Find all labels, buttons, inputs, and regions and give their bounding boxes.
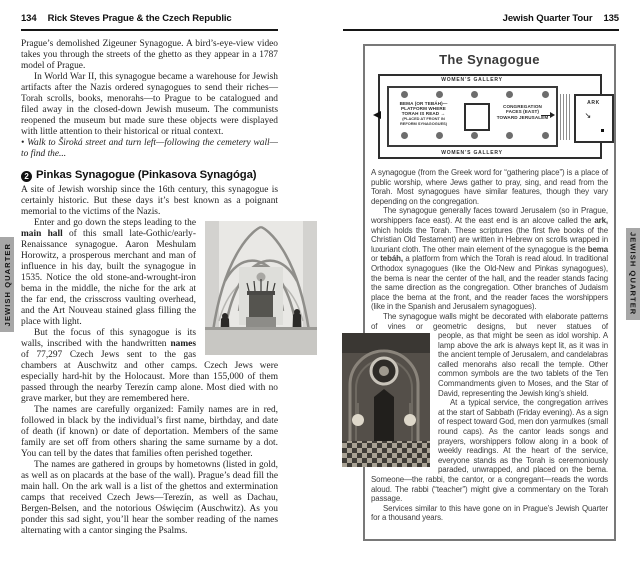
jewish-quarter-tab-right xyxy=(626,228,640,320)
paragraph-organized: The names are carefully organized: Family names are in red, followed in black by the individual’s first name, birthday, and date of death (if known) or date of deportation. Members of the same family are set off from others sharing the same surname by a dot. You can tell by the dates that families often perished together. xyxy=(21,405,278,459)
sidebar-paragraph-4: At a typical service, the congregation arrives at the start of Sabbath (Friday evening). As a sign of respect toward God, men don yarmulkes (small round caps). As the cantor leads songs and prayers, worshippers follow along in a book of weekly readings. At the heart of the service, everyone stands as the Torah is ceremoniously paraded, unwrapped, and placed on the bema. Someone—the rabbi, the cantor, or a congregant—reads the words aloud. The rabbi (“teacher”) might give a commentary on the Torah passage. xyxy=(371,398,608,504)
ark-steps-hatching xyxy=(560,94,571,140)
womens-gallery-top-label: WOMEN’S GALLERY xyxy=(441,77,503,83)
page-number-left: 134 xyxy=(21,13,37,24)
congregation-seat-dot xyxy=(401,132,408,139)
womens-gallery-bottom-label: WOMEN’S GALLERY xyxy=(441,150,503,156)
congregation-seat-dot xyxy=(436,132,443,139)
chapter-title: Jewish Quarter Tour xyxy=(502,13,593,24)
section-number-badge: 2 xyxy=(21,171,32,182)
paragraph-site: A site of Jewish worship since the 16th century, this synagogue is certainly historic. But these days it’s best known as a poignant memorial to the victims of the Nazis. xyxy=(21,185,278,217)
ark-alcove xyxy=(574,94,614,143)
synagogue-sidebar-box xyxy=(363,44,616,541)
sidebar-paragraph-3a: The synagogue walls might be decorated with elaborate patterns of vines or geometric designs, but never statues of xyxy=(371,311,608,331)
pinkas-synagogue-interior-photo xyxy=(205,221,317,355)
tab-label-right: JEWISH QUARTER xyxy=(628,232,638,316)
congregation-seat-dot xyxy=(471,132,478,139)
running-head-right xyxy=(343,13,619,31)
section-heading-pinkas xyxy=(21,169,278,182)
page-right xyxy=(320,0,640,568)
ark-label: ARK xyxy=(587,100,600,106)
ark-pointer-arrow: ↘ xyxy=(584,111,592,120)
sidebar-paragraph-1: A synagogue (from the Greek word for “gathering place”) is a place of public worship, where Jews gather to pray, sing, and read from the Torah. Most synagogues have similar features, though they vary depending on the congregation. xyxy=(371,168,608,206)
spanish-synagogue-interior-photo xyxy=(342,333,430,467)
torah-position-dot xyxy=(601,129,604,132)
walking-direction-note: • Walk to Široká street and turn left—following the cemetery wall—to find the... xyxy=(21,138,278,159)
paragraph-names: But the focus of this synagogue is its walls, inscribed with the handwritten names of 77,297 Czech Jews sent to the gas chambers at Auschwitz and other camps. Czech Jews were especially hard-hit by the Holocaust. More than 155,000 of them passed through the nearby Terezín camp alone. Most died with no grave marker, but they are remembered here. xyxy=(21,328,278,404)
congregation-seat-dot xyxy=(436,91,443,98)
congregation-seat-dot xyxy=(471,91,478,98)
synagogue-floorplan-diagram xyxy=(378,74,602,159)
left-text-column xyxy=(21,39,278,537)
congregation-seat-dot xyxy=(401,91,408,98)
tab-label-left: JEWISH QUARTER xyxy=(2,242,12,327)
book-title: Rick Steves Prague & the Czech Republic xyxy=(47,13,232,24)
congregation-seat-dot xyxy=(506,132,513,139)
sidebar-title: The Synagogue xyxy=(439,52,540,67)
sidebar-paragraph-2: The synagogue generally faces toward Jerusalem (so in Prague, worshippers face east). At the east end is an alcove called the ark, which holds the Torah. These scriptures (the first five books of the Christian Old Testament) are written in Hebrew on scrolls wrapped in luxuriant cloth. The other main element of the synagogue is the bema or tebáh, a platform from which the Torah is read aloud. In traditional Orthodox synagogues (like the Old-New and Pinkas synagogues), the bema is near the center of the hall, and the reader stands facing the same direction as the congregation. Other branches of Judaism place the bema at the front, and the reader faces the worshippers (like in the Spanish and Jerusalem synagogues). xyxy=(371,206,608,312)
paragraph-hometowns: The names are gathered in groups by hometowns (listed in gold, as well as on placards at the base of the wall). Prague’s dead fill the main hall. On the ark wall is a list of the ghettos and extermination camps that received Czech Jews—Terezín, as well as Dachau, Bergen-Belsen, and the notorious Oświęcim (Auschwitz). As you ponder this sad sight, you’ll hear the somber reading of the names alternating with a cantor singing the Psalms. xyxy=(21,460,278,536)
section-title: Pinkas Synagogue (Pinkasova Synagóga) xyxy=(36,169,257,181)
paragraph-zigeuner: Prague’s demolished Zigeuner Synagogue. A bird’s-eye-view video takes you through the streets of the ghetto as they appear in a 1787 model of Prague. xyxy=(21,39,278,71)
congregation-seat-dot xyxy=(542,132,549,139)
bema-platform-square xyxy=(464,103,490,131)
east-direction-arrow xyxy=(541,115,553,116)
page-number-right: 135 xyxy=(603,13,619,24)
jewish-quarter-tab-left xyxy=(0,237,14,332)
sidebar-paragraph-3b: people, as that might be seen as idol worship. A lamp above the ark is always kept lit, as it was in the ancient temple of Jerusalem, and candelabras called menorahs also recall the temple. Other common symbols are the two tablets of the Ten Commandments given to Moses, and the Star of David, representing the Jewish king’s shield. xyxy=(371,331,608,398)
paragraph-warehouse: In World War II, this synagogue became a warehouse for Jewish artifacts after the Nazis ordered synagogues to send their riches—Torah scrolls, books, menorahs—to Prague to be catalogued and filed away in the closed-down Jewish museum. The communists reopened the museum but made sure these objects were displayed with little attention to their historical or ritual context. xyxy=(21,72,278,137)
running-head-left xyxy=(21,13,278,31)
bema-sublabel: (PLACED AT FRONT IN REFORM SYNAGOGUES) xyxy=(399,116,448,126)
bema-label: BEMA (OR TEBÁH)— PLATFORM WHERE TORAH IS READ → xyxy=(399,101,448,117)
congregation-label: CONGREGATION FACES (EAST) TOWARD JERUSALEM xyxy=(496,104,549,120)
sidebar-paragraph-5: Services similar to this have gone on in Prague’s Jewish Quarter for a thousand years. xyxy=(371,503,608,523)
congregation-seat-dot xyxy=(506,91,513,98)
congregation-seat-dot xyxy=(542,91,549,98)
entrance-arrow-icon xyxy=(373,111,381,119)
paragraph-enter: Enter and go down the steps leading to the main hall of this small late-Gothic/early-Renaissance synagogue. Aaron Meshulam Horowitz, a prosperous merchant and man of influence in his day, built the synagogue in 1535. Notice the old stone-and-wrought-iron bema in the middle, the niche for the ark at the far end, the crisscross vaulting overhead, and the Art Nouveau stained glass filling the place with light. xyxy=(21,218,278,328)
